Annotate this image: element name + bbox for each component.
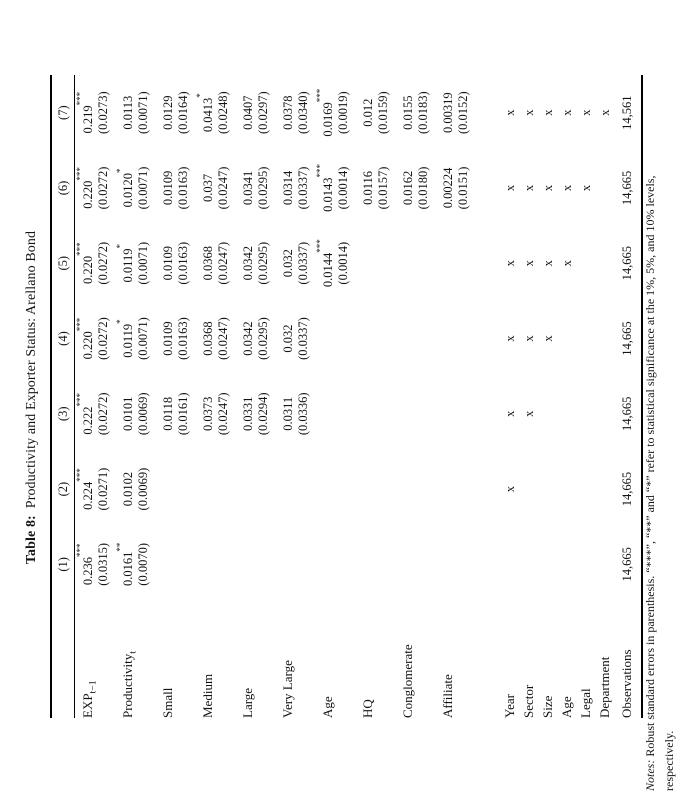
standard-error-row: [416, 75, 435, 718]
coef-cell: [155, 451, 176, 526]
standard-error-row: [256, 75, 275, 718]
control-mark-cell: x: [522, 335, 536, 342]
se-cell: (0.0071): [136, 317, 150, 360]
se-cell: [296, 527, 315, 602]
significance-stars: ***: [75, 317, 86, 332]
se-cell: (0.0272): [96, 317, 110, 360]
observations-cell: 14,665: [613, 150, 642, 225]
standard-error-row: [336, 75, 355, 718]
coef-cell: [395, 376, 416, 451]
row-label: Very Large: [280, 660, 295, 718]
coefficients-section: [75, 75, 476, 718]
control-mark-cell: x: [541, 260, 555, 267]
standard-error-row: [376, 75, 395, 718]
observations-cell: 14,665: [613, 451, 642, 526]
control-mark-cell: [575, 226, 594, 301]
coef-cell: [275, 527, 296, 602]
coef-cell: [395, 451, 416, 526]
significance-stars: *: [115, 244, 126, 249]
coef-cell: [315, 527, 336, 602]
observations-cell: 14,561: [613, 75, 642, 150]
se-cell: [416, 301, 435, 376]
coef-cell: 0.220***: [75, 317, 95, 360]
se-cell: (0.0295): [256, 241, 270, 285]
se-cell: (0.0069): [136, 392, 150, 436]
control-mark-cell: x: [503, 109, 517, 116]
se-cell: [376, 301, 395, 376]
se-cell: [216, 527, 235, 602]
control-mark-cell: x: [522, 410, 536, 417]
coef-cell: [435, 301, 456, 376]
table-head: [51, 75, 75, 718]
se-cell: (0.0337): [296, 241, 310, 285]
coef-cell: 0.037: [201, 173, 215, 203]
se-cell: [416, 376, 435, 451]
se-cell: [176, 527, 195, 602]
coef-cell: 0.0119*: [115, 319, 135, 358]
significance-stars: *: [195, 93, 206, 98]
coef-cell: 0.0143***: [315, 164, 335, 212]
control-mark-cell: x: [522, 184, 536, 192]
coef-cell: 0.0101: [121, 396, 135, 431]
row-label-subscript: t: [127, 651, 139, 654]
control-mark-cell: [556, 376, 575, 451]
se-cell: (0.0014): [336, 241, 350, 285]
coef-cell: 0.032: [281, 324, 295, 353]
column-header: (1): [51, 527, 75, 602]
coef-cell: 0.0331: [241, 396, 255, 431]
row-label: Conglomerate: [400, 644, 415, 718]
table-title: [24, 0, 40, 795]
regression-table: [50, 75, 643, 718]
standard-error-row: [176, 75, 195, 718]
se-cell: [176, 451, 195, 526]
se-cell: (0.0294): [256, 392, 270, 436]
control-row: [475, 75, 518, 718]
coef-cell: [155, 527, 176, 602]
row-label: Legal: [578, 688, 593, 718]
coef-cell: 0.00319: [441, 92, 455, 133]
coef-cell: [195, 527, 216, 602]
se-cell: (0.0159): [376, 91, 390, 135]
control-mark-cell: [475, 527, 518, 602]
coef-cell: 0.0407: [241, 95, 255, 130]
control-mark-cell: [556, 527, 575, 602]
table-number: Table 8:: [24, 515, 39, 565]
se-cell: (0.0163): [176, 166, 190, 210]
coef-cell: [355, 226, 376, 301]
standard-error-row: [96, 75, 115, 718]
standard-error-row: [216, 75, 235, 718]
se-cell: [336, 376, 355, 451]
se-cell: [376, 527, 395, 602]
control-mark-cell: [575, 301, 594, 376]
row-label: Year: [502, 694, 517, 718]
control-mark-cell: [594, 527, 613, 602]
coef-cell: [435, 527, 456, 602]
observations-cell: 14,665: [613, 527, 642, 602]
coef-cell: 0.0311: [281, 396, 295, 431]
se-cell: [456, 451, 475, 526]
row-label: Sector: [521, 684, 536, 718]
coef-cell: 0.224***: [75, 468, 95, 510]
control-row: [594, 75, 613, 718]
coef-cell: 0.222***: [75, 392, 95, 435]
coefficient-row: [275, 75, 296, 718]
se-cell: (0.0272): [96, 241, 110, 285]
column-header: (2): [51, 451, 75, 526]
coef-cell: 0.0116: [361, 171, 375, 205]
control-mark-cell: [575, 527, 594, 602]
standard-error-row: [456, 75, 475, 718]
coef-cell: [355, 527, 376, 602]
se-cell: (0.0069): [136, 467, 150, 511]
coef-cell: [315, 451, 336, 526]
row-label-spacer: [96, 602, 115, 718]
se-cell: [376, 376, 395, 451]
coef-cell: [315, 376, 336, 451]
se-cell: (0.0071): [136, 166, 150, 210]
se-cell: (0.0247): [216, 166, 230, 210]
se-cell: (0.0163): [176, 241, 190, 285]
row-label-spacer: [216, 602, 235, 718]
row-label: Medium: [200, 673, 215, 718]
control-mark-cell: x: [503, 335, 517, 342]
se-cell: (0.0157): [376, 166, 390, 210]
significance-stars: ***: [315, 239, 326, 253]
se-cell: [376, 451, 395, 526]
standard-error-row: [296, 75, 315, 718]
coef-cell: 0.0368: [201, 321, 215, 356]
row-label: Observations: [613, 602, 642, 718]
se-cell: [336, 301, 355, 376]
row-label: Small: [160, 687, 175, 718]
row-label: Department: [597, 656, 612, 718]
column-header: (4): [51, 301, 75, 376]
coef-cell: [395, 226, 416, 301]
coef-cell: 0.0413*: [195, 93, 215, 133]
row-label-spacer: [256, 602, 275, 718]
coefficient-row: [195, 75, 216, 718]
coef-cell: 0.0109: [161, 170, 175, 206]
se-cell: (0.0019): [336, 91, 350, 135]
se-cell: (0.0247): [216, 392, 230, 436]
row-label-spacer: [376, 602, 395, 718]
row-label: Productivity$_t$: [120, 651, 139, 718]
coef-cell: [395, 527, 416, 602]
significance-stars: ***: [75, 167, 86, 181]
coef-cell: [395, 301, 416, 376]
se-cell: [256, 527, 275, 602]
control-mark-cell: [556, 301, 575, 376]
coef-cell: [275, 451, 296, 526]
control-mark-cell: [575, 451, 594, 526]
control-mark-cell: x: [522, 260, 536, 267]
se-cell: [416, 226, 435, 301]
coefficient-row: [155, 75, 176, 718]
control-mark-cell: [518, 451, 537, 526]
significance-stars: *: [115, 168, 126, 174]
significance-stars: ***: [315, 88, 326, 103]
coefficient-row: [315, 75, 336, 718]
se-cell: (0.0271): [96, 467, 110, 511]
control-mark-cell: x: [522, 109, 536, 116]
row-label-spacer: [296, 602, 315, 718]
se-cell: (0.0247): [216, 241, 230, 285]
coefficient-row: [235, 75, 256, 718]
column-header: (5): [51, 226, 75, 301]
coef-cell: 0.0109: [161, 321, 175, 356]
se-cell: (0.0180): [416, 166, 430, 210]
se-cell: [456, 226, 475, 301]
se-cell: [376, 226, 395, 301]
coef-cell: 0.012: [361, 98, 375, 127]
control-mark-cell: x: [560, 109, 574, 116]
se-cell: (0.0151): [456, 166, 470, 210]
se-cell: (0.0071): [136, 241, 150, 285]
se-cell: (0.0071): [136, 91, 150, 135]
se-cell: (0.0014): [336, 166, 350, 210]
coef-cell: 0.0162: [401, 170, 415, 206]
se-cell: (0.0336): [296, 392, 310, 436]
significance-stars: ***: [75, 242, 86, 256]
control-mark-cell: x: [503, 485, 517, 493]
control-mark-cell: [594, 150, 613, 225]
coef-cell: [355, 376, 376, 451]
se-cell: [296, 451, 315, 526]
coef-cell: 0.220***: [75, 167, 95, 209]
control-mark-cell: x: [560, 184, 574, 192]
se-cell: (0.0272): [96, 392, 110, 436]
control-mark-cell: x: [503, 260, 517, 267]
se-cell: [416, 527, 435, 602]
se-cell: (0.0272): [96, 166, 110, 210]
coef-cell: 0.219***: [75, 91, 95, 134]
coef-cell: 0.0119*: [115, 244, 135, 283]
significance-stars: ***: [315, 164, 326, 178]
significance-stars: ***: [75, 543, 86, 558]
coefficient-row: [115, 75, 136, 718]
coef-cell: 0.0342: [241, 321, 255, 356]
se-cell: (0.0183): [416, 91, 430, 135]
coef-cell: 0.236***: [75, 543, 95, 586]
control-mark-cell: x: [598, 109, 612, 116]
se-cell: (0.0297): [256, 91, 270, 135]
se-cell: [256, 451, 275, 526]
coefficient-row: [395, 75, 416, 718]
coef-cell: 0.0120*: [115, 168, 135, 208]
control-mark-cell: x: [503, 410, 517, 417]
se-cell: (0.0337): [296, 166, 310, 210]
significance-stars: **: [115, 542, 126, 552]
se-cell: (0.0340): [296, 91, 310, 135]
se-cell: (0.0337): [296, 317, 310, 360]
coef-cell: 0.220***: [75, 242, 95, 285]
coef-cell: 0.00224: [441, 167, 455, 209]
column-header: (7): [51, 75, 75, 150]
se-cell: (0.0248): [216, 91, 230, 135]
coef-cell: 0.0341: [241, 170, 255, 206]
coef-cell: [435, 451, 456, 526]
column-header: (3): [51, 376, 75, 451]
row-label: Size: [540, 695, 555, 718]
se-cell: [456, 527, 475, 602]
control-mark-cell: [537, 451, 556, 526]
control-row: [575, 75, 594, 718]
coef-cell: 0.0342: [241, 246, 255, 281]
coef-cell: [235, 451, 256, 526]
coef-cell: 0.0129: [161, 95, 175, 130]
coef-cell: [355, 451, 376, 526]
se-cell: (0.0315): [96, 543, 110, 586]
se-cell: [336, 527, 355, 602]
se-cell: (0.0163): [176, 317, 190, 360]
coef-cell: [315, 301, 336, 376]
coef-cell: [355, 301, 376, 376]
row-label: Affiliate: [440, 674, 455, 718]
control-mark-cell: [594, 301, 613, 376]
header-empty-cell: [51, 602, 75, 718]
control-mark-cell: x: [503, 184, 517, 192]
coef-cell: 0.0144***: [315, 239, 335, 288]
observations-row: [613, 75, 642, 718]
row-label: HQ: [360, 699, 375, 718]
control-row: [556, 75, 575, 718]
row-label: Age: [559, 696, 574, 718]
control-mark-cell: [594, 226, 613, 301]
coefficient-row: [355, 75, 376, 718]
control-mark-cell: [537, 376, 556, 451]
control-mark-cell: x: [541, 184, 555, 192]
notes-line-1: [641, 46, 660, 791]
table-caption: Productivity and Exporter Status: Arellano Bond: [24, 230, 39, 509]
row-label-spacer: [456, 602, 475, 718]
control-mark-cell: [594, 451, 613, 526]
control-mark-cell: [575, 376, 594, 451]
se-cell: [416, 451, 435, 526]
coef-cell: 0.0378: [281, 95, 295, 130]
row-label-spacer: [336, 602, 355, 718]
standard-error-row: [136, 75, 155, 718]
row-label-spacer: [416, 602, 435, 718]
control-mark-cell: [556, 451, 575, 526]
se-cell: (0.0164): [176, 91, 190, 135]
notes-line-2: respectively.: [662, 730, 677, 791]
coef-cell: 0.032: [281, 249, 295, 278]
control-mark-cell: x: [579, 109, 593, 116]
control-mark-cell: x: [541, 109, 555, 116]
coef-cell: 0.0109: [161, 246, 175, 281]
coef-cell: 0.0118: [161, 396, 175, 431]
control-row: [518, 75, 537, 718]
coef-cell: 0.0113: [121, 95, 135, 130]
observations-cell: 14,665: [613, 301, 642, 376]
se-cell: [216, 451, 235, 526]
row-label-subscript: t−1: [87, 680, 99, 694]
significance-stars: *: [115, 319, 126, 324]
control-mark-cell: [594, 376, 613, 451]
notes-text: Robust standard errors in parenthesis. “***”, “**” and “*” refer to statistical significance at the 1%, 5%, and 10% levels,: [643, 175, 657, 757]
se-cell: [456, 301, 475, 376]
table-notes: [641, 46, 680, 791]
significance-stars: ***: [75, 392, 86, 407]
row-label: Age: [320, 696, 335, 718]
se-cell: (0.0273): [96, 91, 110, 135]
observations-cell: 14,665: [613, 226, 642, 301]
control-mark-cell: [537, 527, 556, 602]
significance-stars: ***: [75, 91, 86, 106]
row-label: $EXP_{t-1}$: [80, 680, 99, 718]
coef-cell: 0.0169***: [315, 88, 335, 137]
controls-section: [475, 75, 613, 718]
se-cell: (0.0295): [256, 317, 270, 360]
row-label-spacer: [136, 602, 155, 718]
observations-section: [613, 75, 642, 718]
significance-stars: ***: [75, 468, 86, 482]
control-mark-cell: x: [560, 260, 574, 267]
coef-cell: 0.0155: [401, 95, 415, 130]
row-label-spacer: [176, 602, 195, 718]
column-header-row: [51, 75, 75, 718]
row-label: Large: [240, 687, 255, 718]
coef-cell: 0.0102: [121, 471, 135, 507]
se-cell: (0.0161): [176, 392, 190, 436]
se-cell: (0.0247): [216, 317, 230, 360]
control-mark-cell: [518, 527, 537, 602]
control-mark-cell: x: [541, 335, 555, 342]
se-cell: (0.0152): [456, 91, 470, 135]
control-row: [537, 75, 556, 718]
se-cell: [336, 451, 355, 526]
coef-cell: 0.0368: [201, 246, 215, 281]
se-cell: [456, 376, 475, 451]
coef-cell: [195, 451, 216, 526]
coef-cell: 0.0373: [201, 396, 215, 431]
notes-label: Notes:: [643, 759, 657, 791]
observations-cell: 14,665: [613, 376, 642, 451]
control-mark-cell: x: [579, 184, 593, 192]
coef-cell: [235, 527, 256, 602]
coefficient-row: [75, 75, 97, 718]
coef-cell: [435, 376, 456, 451]
coef-cell: 0.0314: [281, 170, 295, 206]
coefficient-row: [435, 75, 456, 718]
coef-cell: 0.0161**: [115, 542, 135, 587]
se-cell: (0.0295): [256, 166, 270, 210]
se-cell: (0.0070): [136, 543, 150, 586]
column-header: (6): [51, 150, 75, 225]
coef-cell: [435, 226, 456, 301]
